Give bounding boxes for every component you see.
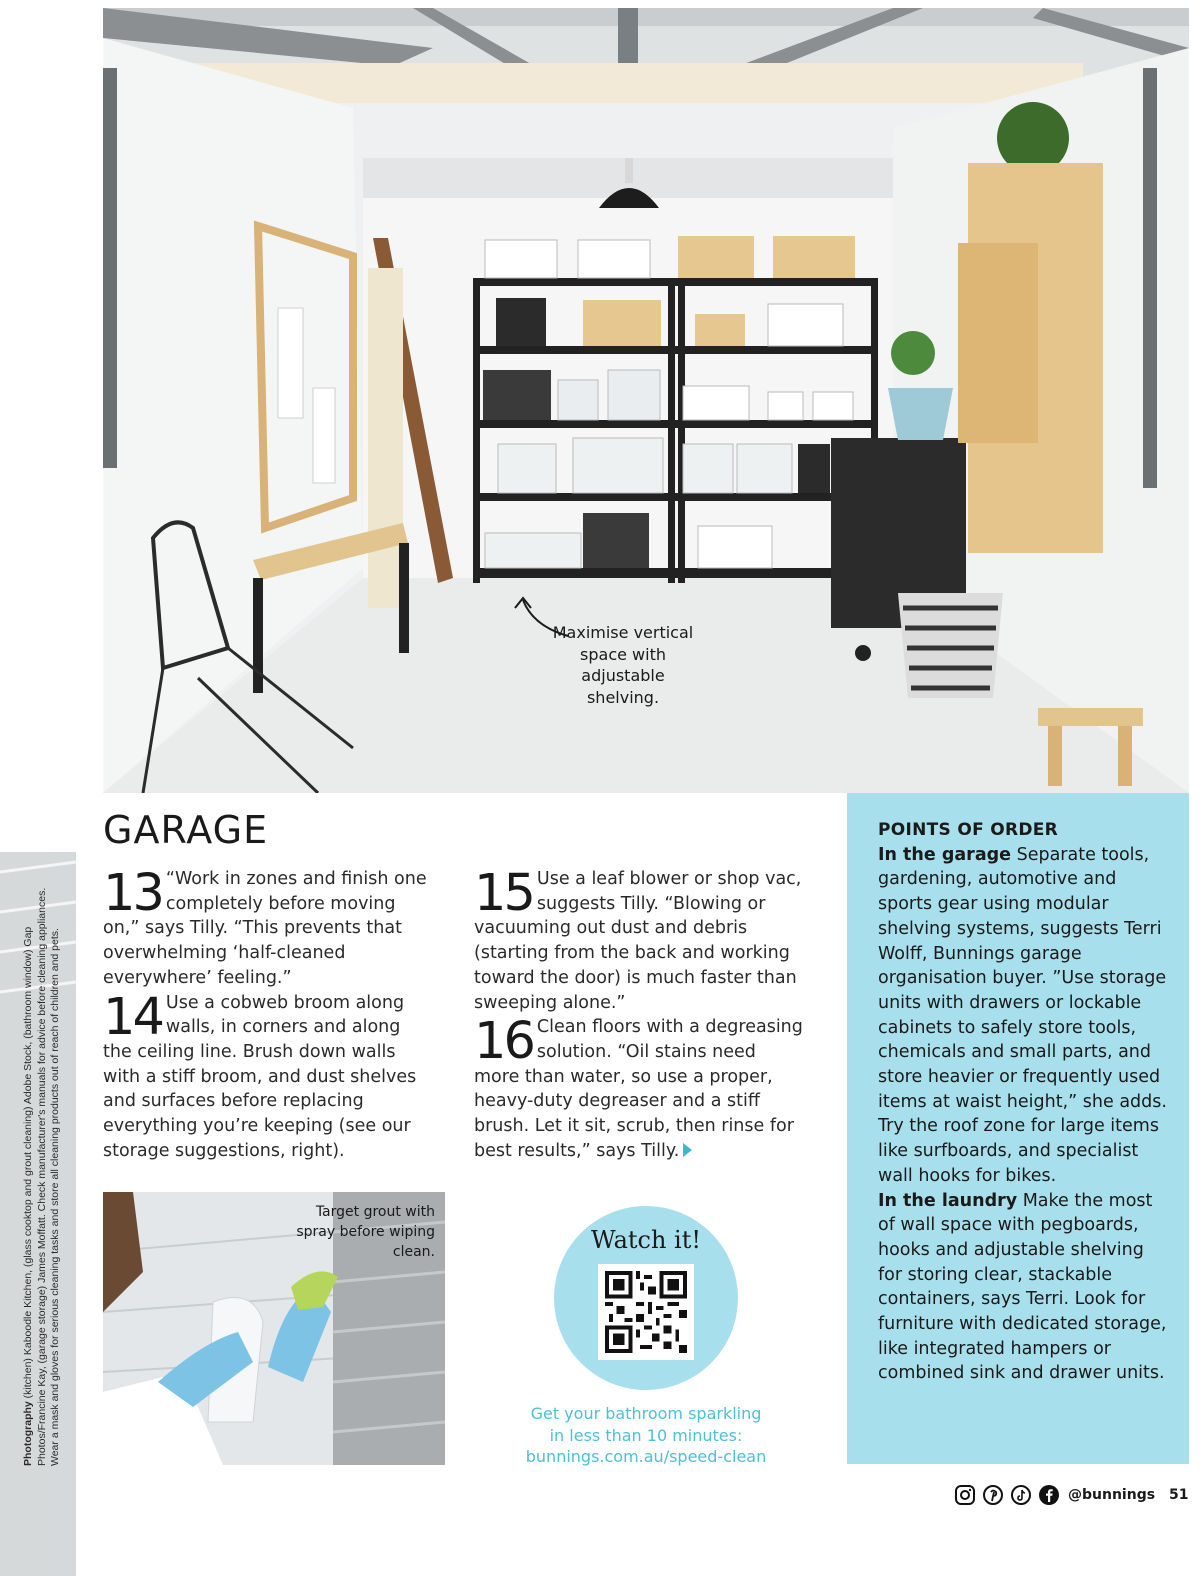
tip-number: 15 <box>474 864 533 923</box>
grout-cleaning-photo <box>103 1192 445 1465</box>
qr-code[interactable] <box>598 1264 694 1360</box>
end-arrow-icon <box>683 1143 692 1157</box>
tip-number: 13 <box>103 864 162 923</box>
tip-text: Use a cobweb broom along walls, in corners and along the ceiling line. Brush down walls with a stiff broom, and dust shelves and surfaces before replacing everything you’re keeping (see our storage suggestions, right). <box>103 992 417 1161</box>
hero-caption: Maximise vertical space with adjustable shelving. <box>552 623 694 707</box>
credits-label: Photography <box>22 1401 34 1466</box>
points-of-order-content <box>878 818 1168 1386</box>
tip-13 <box>103 864 433 991</box>
tip-15 <box>474 864 804 1015</box>
garage-text: Separate tools, gardening, automotive and sports gear using modular shelving systems, suggests Terri Wolff, Bunnings garage organisation buyer. ”Use storage units with drawers or lockable cabinets to safely store tools, chemicals and small parts, and store heavier or frequently used items at waist height,” she adds. Try the roof zone for large items like surfboards, and specialist wall hooks for bikes. <box>878 844 1167 1186</box>
tip-text: “Work in zones and finish one completely before moving on,” says Tilly. “This prevents that overwhelming ‘half-cleaned everywhere’ feeling.” <box>103 869 427 988</box>
watch-line-1: Get your bathroom sparkling <box>530 1404 762 1423</box>
laundry-paragraph <box>878 1189 1168 1387</box>
tip-16 <box>474 1012 804 1163</box>
watch-line-2: in less than 10 minutes: <box>549 1425 743 1445</box>
credits-line-1: (kitchen) Kaboodle Kitchen, (glass cooktop and grout cleaning) Adobe Stock, (bathroom window) Gap <box>22 926 34 1402</box>
watch-title: Watch it! <box>590 1226 702 1254</box>
photo-credits <box>22 866 63 1466</box>
tip-text: Clean floors with a degreasing solution. “Oil stains need more than water, so use a proper, heavy-duty degreaser and a stiff brush. Let it sit, scrub, then rinse for best results,” says Tilly. <box>474 1017 803 1161</box>
tiktok-icon[interactable] <box>1010 1484 1032 1506</box>
hero-photo <box>103 8 1189 793</box>
tip-text: Use a leaf blower or shop vac, suggests Tilly. “Blowing or vacuuming out dust and debris (starting from the back and working toward the door) is much faster than sweeping alone.” <box>474 869 802 1013</box>
small-photo-caption: Target grout with spray before wiping clean. <box>296 1204 435 1260</box>
garage-lead: In the garage <box>878 844 1012 865</box>
points-of-order-heading: POINTS OF ORDER <box>878 820 1059 840</box>
laundry-text: Make the most of wall space with pegboards, hooks and adjustable shelving for storing clear, stackable containers, says Terri. Look for furniture with dedicated storage, like integrated hampers or combined sink and drawer units. <box>878 1190 1167 1384</box>
qr-code-icon <box>605 1271 687 1353</box>
page-number: 51 <box>1169 1487 1189 1503</box>
points-of-order-box <box>847 793 1189 1464</box>
watch-link[interactable]: bunnings.com.au/speed-clean <box>525 1447 767 1466</box>
section-title: GARAGE <box>103 808 269 852</box>
tips-column-right <box>474 864 804 1163</box>
garage-paragraph <box>878 843 1168 1189</box>
footer <box>954 1482 1189 1508</box>
instagram-icon[interactable] <box>954 1484 976 1506</box>
pinterest-icon[interactable] <box>982 1484 1004 1506</box>
credits-line-3: Wear a mask and gloves for serious cleaning tasks and store all cleaning products out of reach of children and pets. <box>49 928 61 1466</box>
tip-14 <box>103 987 433 1164</box>
laundry-lead: In the laundry <box>878 1190 1018 1211</box>
tip-number: 14 <box>103 987 162 1047</box>
tips-column-left <box>103 864 433 1163</box>
tip-number: 16 <box>474 1012 533 1072</box>
credits-line-2: Photos/Francine Kay, (garage storage) James Moffatt. Check manufacturer's manuals for advice before cleaning appliances. <box>35 887 48 1466</box>
watch-link-text[interactable] <box>505 1403 787 1468</box>
social-handle[interactable]: @bunnings <box>1068 1487 1156 1503</box>
facebook-icon[interactable] <box>1038 1484 1060 1506</box>
